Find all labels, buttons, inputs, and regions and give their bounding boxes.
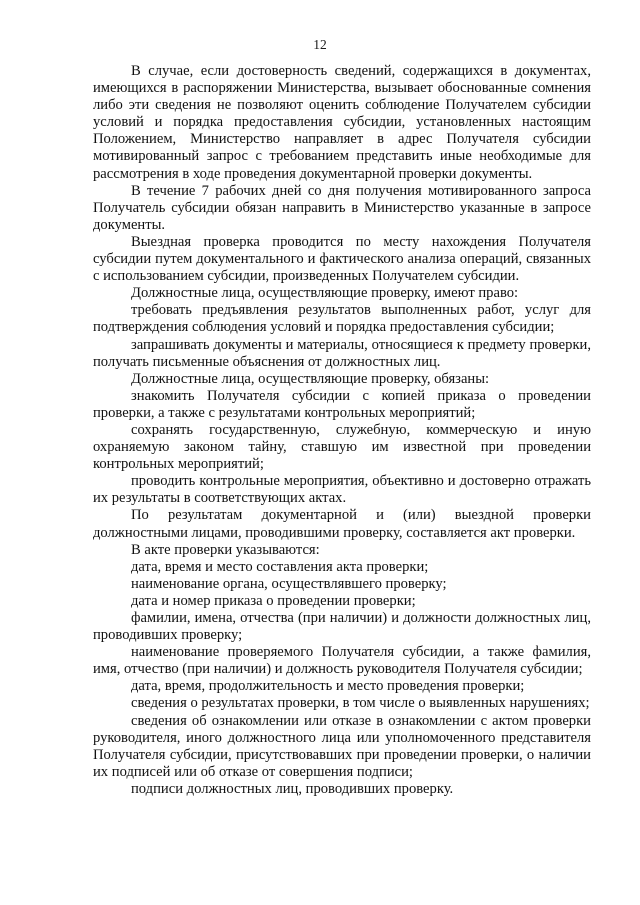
paragraph-officials-duties-heading: Должностные лица, осуществляющие проверку, обязаны:: [131, 370, 490, 387]
paragraph-act-item-duration: дата, время, продолжительность и место проведения проверки;: [131, 678, 525, 695]
paragraph-act-item-inspectors: фамилии, имена, отчества (при наличии) и должности должностных лиц, проводивших проверку;: [93, 610, 591, 644]
paragraph-act-item-results: сведения о результатах проверки, в том числе о выявленных нарушениях;: [131, 695, 590, 712]
paragraph-onsite-inspection: Выездная проверка проводится по месту нахождения Получателя субсидии путем документального и фактического анализа операций, связанных с использованием субсидии, произведенных Получателем субсидии.: [93, 233, 591, 285]
paragraph-act-item-recipient: наименование проверяемого Получателя субсидии, а также фамилия, имя, отчество (при наличии) и должность руководителя Получателя субсидии;: [93, 644, 591, 678]
document-text: [93, 63, 591, 798]
paragraph-submission-deadline: В течение 7 рабочих дней со дня получения мотивированного запроса Получатель субсидии обязан направить в Министерство указанные в запросе документы.: [93, 182, 591, 233]
paragraph-act-contents-heading: В акте проверки указываются:: [131, 541, 320, 558]
paragraph-act-item-authority: наименование органа, осуществлявшего проверку;: [131, 575, 447, 592]
paragraph-act-item-acquaintance: сведения об ознакомлении или отказе в ознакомлении с актом проверки руководителя, иного должностного лица или уполномоченного представителя Получателя субсидии, присутствовавших при проведении проверки, о наличии их подписей или об отказе от совершения подписи;: [93, 712, 591, 780]
paragraph-act-item-signatures: подписи должностных лиц, проводивших проверку.: [131, 780, 454, 797]
paragraph-inspection-act: По результатам документарной и (или) выездной проверки должностными лицами, проводившими проверку, составляется акт проверки.: [93, 507, 591, 541]
paragraph-act-item-date-place: дата, время и место составления акта проверки;: [131, 558, 429, 575]
paragraph-officials-rights-heading: Должностные лица, осуществляющие проверку, имеют право:: [131, 285, 519, 302]
paragraph-duty-secrecy: сохранять государственную, служебную, коммерческую и иную охраняемую законом тайну, ставшую им известной при проведении контрольных мероприятий;: [93, 421, 591, 473]
paragraph-insufficient-information: В случае, если достоверность сведений, содержащихся в документах, имеющихся в распоряжении Министерства, вызывает обоснованные сомнения либо эти сведения не позволяют оценить соблюдение Получателем субсидии условий и порядка предоставления субсидии, установленных настоящим Положением, Министерство направляет в адрес Получателя субсидии мотивированный запрос с требованием представить иные необходимые для рассмотрения в ходе проведения документарной проверки документы.: [93, 63, 591, 182]
paragraph-duty-acquaint: знакомить Получателя субсидии с копией приказа о проведении проверки, а также с результатами контрольных мероприятий;: [93, 387, 591, 421]
paragraph-duty-objectivity: проводить контрольные мероприятия, объективно и достоверно отражать их результаты в соответствующих актах.: [93, 473, 591, 507]
page-number: 12: [313, 37, 327, 52]
paragraph-right-request-documents: запрашивать документы и материалы, относящиеся к предмету проверки, получать письменные объяснения от должностных лиц.: [93, 336, 591, 370]
paragraph-act-item-order: дата и номер приказа о проведении проверки;: [131, 592, 416, 609]
paragraph-right-request-results: требовать предъявления результатов выполненных работ, услуг для подтверждения соблюдения условий и порядка предоставления субсидии;: [93, 302, 591, 336]
